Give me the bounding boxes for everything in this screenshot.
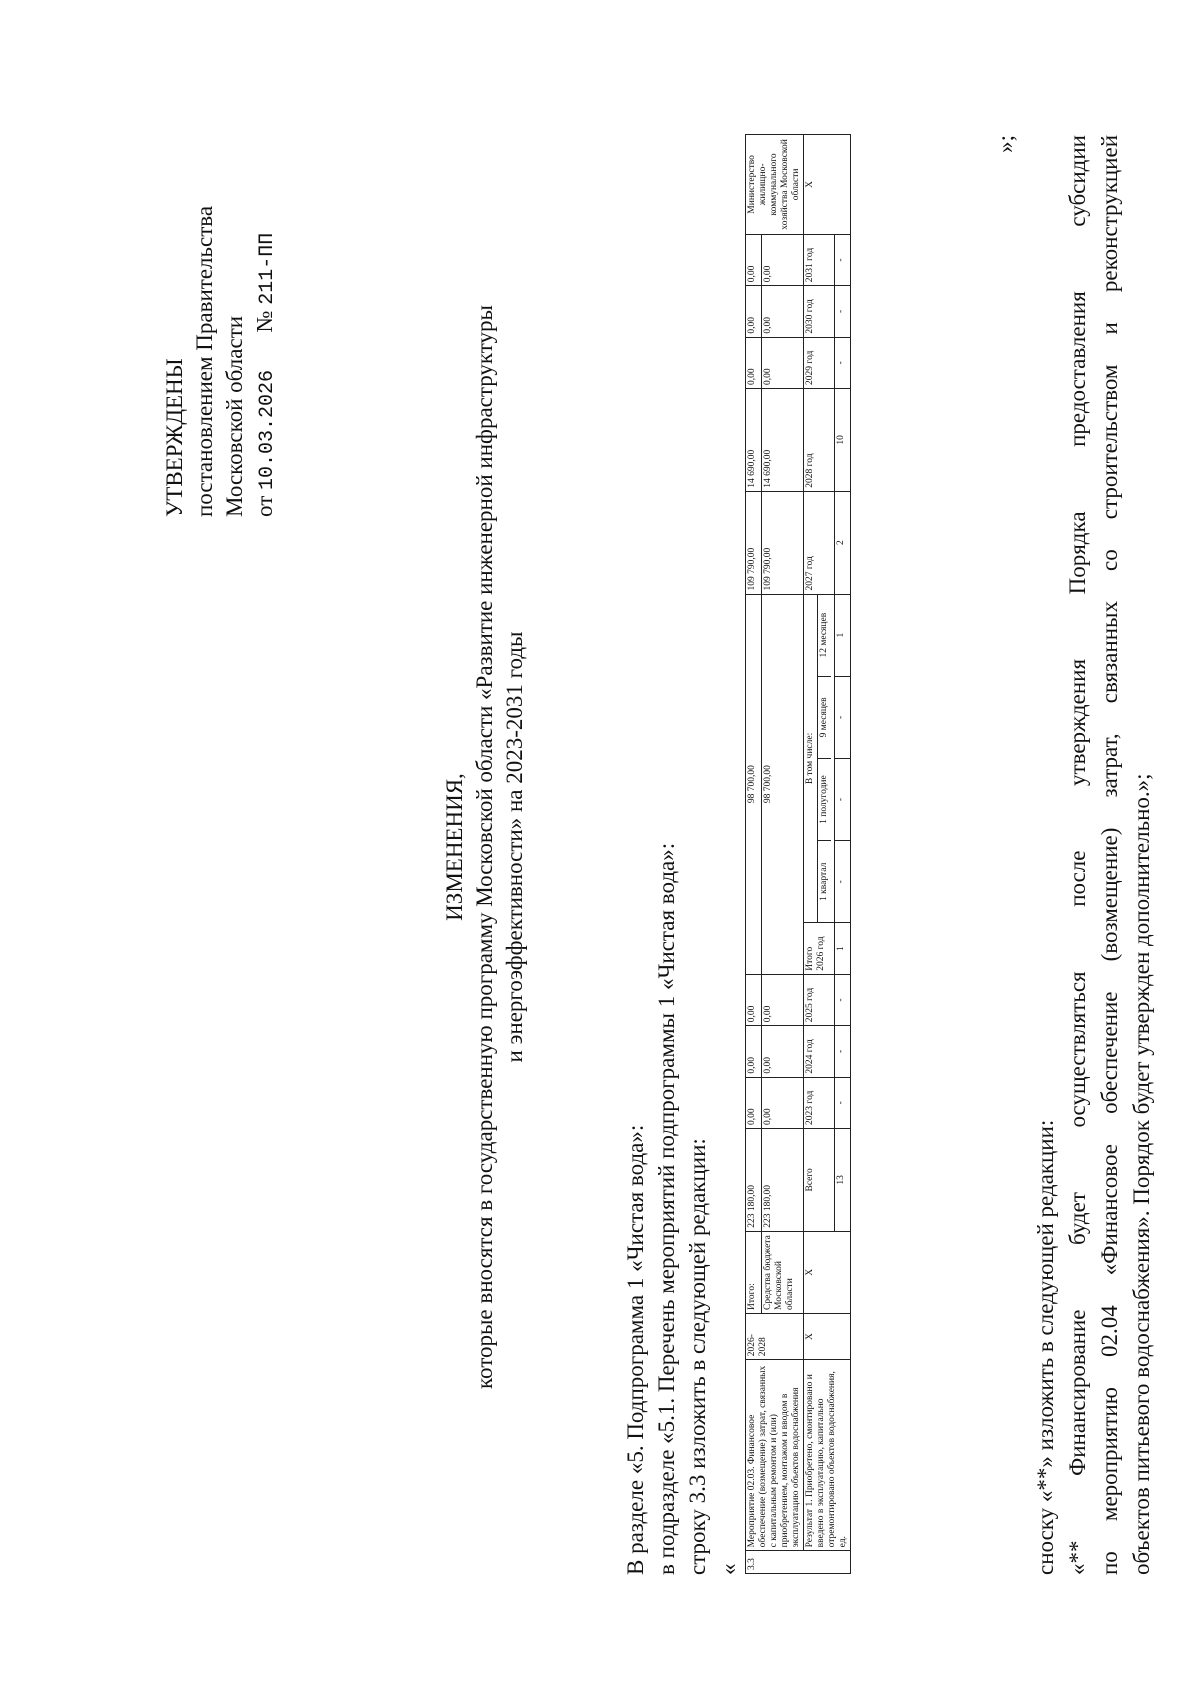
measures-table xyxy=(745,134,851,1574)
source-label: Средства бюджета Московской области xyxy=(762,1231,804,1313)
header-12-months: 12 месяцев xyxy=(819,612,829,658)
header-half-year: 1 полугодие xyxy=(818,758,831,840)
header-2031: 2031 год xyxy=(804,234,835,285)
header-2030: 2030 год xyxy=(804,286,835,337)
result-2030: - xyxy=(835,286,851,337)
quote-close: »; xyxy=(993,135,1018,153)
header-2025: 2025 год xyxy=(804,974,835,1025)
budget-2029: 0,00 xyxy=(762,337,804,388)
budget-2026: 98 700,00 xyxy=(762,594,804,974)
header-2029: 2029 год xyxy=(804,337,835,388)
header-2027: 2027 год xyxy=(804,491,835,594)
document-subtitle-line-2: и энергоэффективности» на 2023-2031 годы xyxy=(502,631,527,1063)
total-2030: 0,00 xyxy=(746,286,762,337)
budget-2025: 0,00 xyxy=(762,974,804,1025)
approval-title: УТВЕРЖДЕНЫ xyxy=(162,358,187,517)
total-2028: 14 690,00 xyxy=(746,388,762,491)
result-responsible-x: X xyxy=(804,135,851,235)
result-2031: - xyxy=(835,234,851,285)
total-2031: 0,00 xyxy=(746,234,762,285)
total-2027: 109 790,00 xyxy=(746,491,762,594)
total-label: Итого: xyxy=(746,1231,762,1313)
budget-2024: 0,00 xyxy=(762,1026,804,1077)
result-12-months: 1 xyxy=(835,594,851,676)
total-2026: 98 700,00 xyxy=(746,594,762,974)
intro-line-2: в подразделе «5.1. Перечень мероприятий подпрограммы 1 «Чистая вода»: xyxy=(654,842,679,1575)
row-number: 3.3 xyxy=(746,1551,851,1574)
result-2024: - xyxy=(835,1026,851,1077)
result-total-2026: 1 xyxy=(835,923,851,974)
footnote-line-1: «** Финансирование будет осуществляться после утверждения Порядка предоставления субсидии xyxy=(1065,135,1090,1575)
budget-2030: 0,00 xyxy=(762,286,804,337)
result-2027: 2 xyxy=(835,491,851,594)
document-subtitle-line-1: которые вносятся в государственную программу Московской области «Развитие инженерной инфраструктуры xyxy=(472,305,497,1389)
result-2023: - xyxy=(835,1077,851,1128)
header-quarter-1: 1 квартал xyxy=(818,840,831,922)
result-quarter-1: - xyxy=(835,841,851,923)
result-half-year: - xyxy=(835,758,851,840)
budget-2028: 14 690,00 xyxy=(762,388,804,491)
header-including: В том числе: xyxy=(804,595,818,923)
header-2023: 2023 год xyxy=(804,1077,835,1128)
result-2029: - xyxy=(835,337,851,388)
header-2028: 2028 год xyxy=(804,388,835,491)
result-9-months: - xyxy=(835,676,851,758)
header-2024: 2024 год xyxy=(804,1026,835,1077)
total-all: 223 180,00 xyxy=(746,1128,762,1231)
result-total: 13 xyxy=(835,1128,851,1231)
budget-2031: 0,00 xyxy=(762,234,804,285)
approval-stamp xyxy=(160,97,283,517)
footnote-line-2: по мероприятию 02.04 «Финансовое обеспечение (возмещение) затрат, связанных со строительством и реконструкцией xyxy=(1097,135,1122,1575)
result-2025: - xyxy=(835,974,851,1025)
table-row-result-header xyxy=(804,135,835,1574)
footnote-intro: сноску «**» изложить в следующей редакции: xyxy=(1033,1119,1058,1575)
footnote-line-3: объектов питьевого водоснабжения». Порядок будет утвержден дополнительно.»; xyxy=(1129,773,1154,1575)
document-heading xyxy=(440,137,530,1557)
budget-all: 223 180,00 xyxy=(762,1128,804,1231)
intro-line-3: строку 3.3 изложить в следующей редакции: xyxy=(685,1138,710,1575)
measure-name: Мероприятие 02.03. Финансовое обеспечение (возмещение) затрат, связанных с капитальным ремонтом и (или) приобретением, монтажом и вводом в эксплуатацию объектов водоснабжения xyxy=(746,1360,804,1551)
responsible: Министерство жилищно-коммунального хозяйства Московской области xyxy=(746,135,804,235)
approval-authority: постановлением Правительства xyxy=(192,205,217,517)
approval-number: 211-ПП xyxy=(256,232,279,305)
measure-period: 2026-2028 xyxy=(746,1313,804,1359)
header-total: Всего xyxy=(804,1128,835,1231)
quote-open: « xyxy=(716,1563,741,1575)
total-2024: 0,00 xyxy=(746,1026,762,1077)
intro-text xyxy=(620,175,744,1575)
budget-2027: 109 790,00 xyxy=(762,491,804,594)
table-row-total xyxy=(746,135,762,1574)
result-period-x: X xyxy=(804,1313,851,1359)
total-2029: 0,00 xyxy=(746,337,762,388)
total-2023: 0,00 xyxy=(746,1077,762,1128)
budget-2023: 0,00 xyxy=(762,1077,804,1128)
approval-region: Московской области xyxy=(222,315,247,517)
document-title: ИЗМЕНЕНИЯ, xyxy=(442,773,467,921)
approval-date: 10.03.2026 xyxy=(256,369,279,490)
total-2025: 0,00 xyxy=(746,974,762,1025)
approval-date-prefix: от xyxy=(252,495,277,517)
approval-number-sign: № xyxy=(252,310,277,333)
header-9-months: 9 месяцев xyxy=(818,676,831,758)
result-2028: 10 xyxy=(835,388,851,491)
result-name: Результат 1. Приобретено, смонтировано и введено в эксплуатацию, капитально отремонтировано объектов водоснабжения, ед. xyxy=(804,1360,851,1551)
intro-line-1: В разделе «5. Подпрограмма 1 «Чистая вода»: xyxy=(623,1124,648,1575)
footnote-section xyxy=(993,135,1158,1575)
header-total-2026: Итого 2026 год xyxy=(804,923,835,974)
result-source-x: X xyxy=(804,1231,851,1313)
approval-date-line xyxy=(250,97,283,517)
